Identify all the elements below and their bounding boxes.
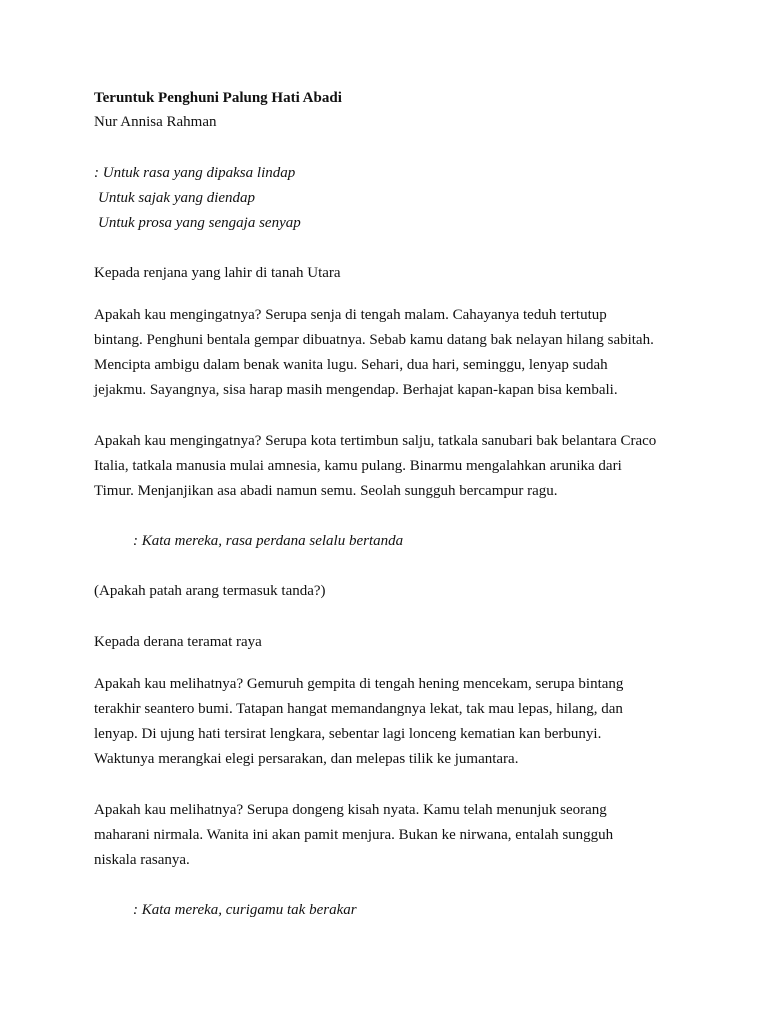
paragraph-line: Waktunya merangkai elegi persarakan, dan melepas tilik ke jumantara. (94, 751, 519, 767)
author-name: Nur Annisa Rahman (94, 114, 217, 130)
epigraph-line: : Untuk rasa yang dipaksa lindap (94, 165, 296, 181)
aside-line: (Apakah patah arang termasuk tanda?) (94, 583, 326, 599)
paragraph-line: niskala rasanya. (94, 852, 190, 868)
document-title: Teruntuk Penghuni Palung Hati Abadi (94, 90, 342, 106)
paragraph-line: Apakah kau mengingatnya? Serupa kota tertimbun salju, tatkala sanubari bak belantara Craco (94, 433, 657, 449)
paragraph-line: terakhir seantero bumi. Tatapan hangat memandangnya lekat, tak mau lepas, hilang, dan (94, 701, 623, 717)
section-heading: Kepada renjana yang lahir di tanah Utara (94, 265, 341, 281)
quote-line: : Kata mereka, rasa perdana selalu bertanda (133, 533, 404, 549)
paragraph-line: Timur. Menjanjikan asa abadi namun semu. Seolah sungguh bercampur ragu. (94, 483, 558, 499)
paragraph-line: Mencipta ambigu dalam benak wanita lugu. Sehari, dua hari, seminggu, lenyap sudah (94, 357, 608, 373)
paragraph-line: Apakah kau melihatnya? Serupa dongeng kisah nyata. Kamu telah menunjuk seorang (94, 802, 607, 818)
epigraph-line: Untuk sajak yang diendap (98, 190, 256, 206)
paragraph-line: Apakah kau melihatnya? Gemuruh gempita di tengah hening mencekam, serupa bintang (94, 676, 624, 692)
paragraph-line: Apakah kau mengingatnya? Serupa senja di tengah malam. Cahayanya teduh tertutup (94, 307, 607, 323)
paragraph-line: jejakmu. Sayangnya, sisa harap masih mengendap. Berhajat kapan-kapan bisa kembali. (94, 382, 618, 398)
epigraph-line: Untuk prosa yang sengaja senyap (98, 215, 301, 231)
paragraph-line: Italia, tatkala manusia mulai amnesia, kamu pulang. Binarmu mengalahkan arunika dari (94, 458, 622, 474)
paragraph-line: maharani nirmala. Wanita ini akan pamit menjura. Bukan ke nirwana, entalah sungguh (94, 827, 614, 843)
section-heading: Kepada derana teramat raya (94, 634, 262, 650)
paragraph-line: bintang. Penghuni bentala gempar dibuatnya. Sebab kamu datang bak nelayan hilang sabitah. (94, 332, 654, 348)
paragraph-line: lenyap. Di ujung hati tersirat lengkara, sebentar lagi lonceng kematian kan berbunyi. (94, 726, 602, 742)
quote-line: : Kata mereka, curigamu tak berakar (133, 902, 357, 918)
